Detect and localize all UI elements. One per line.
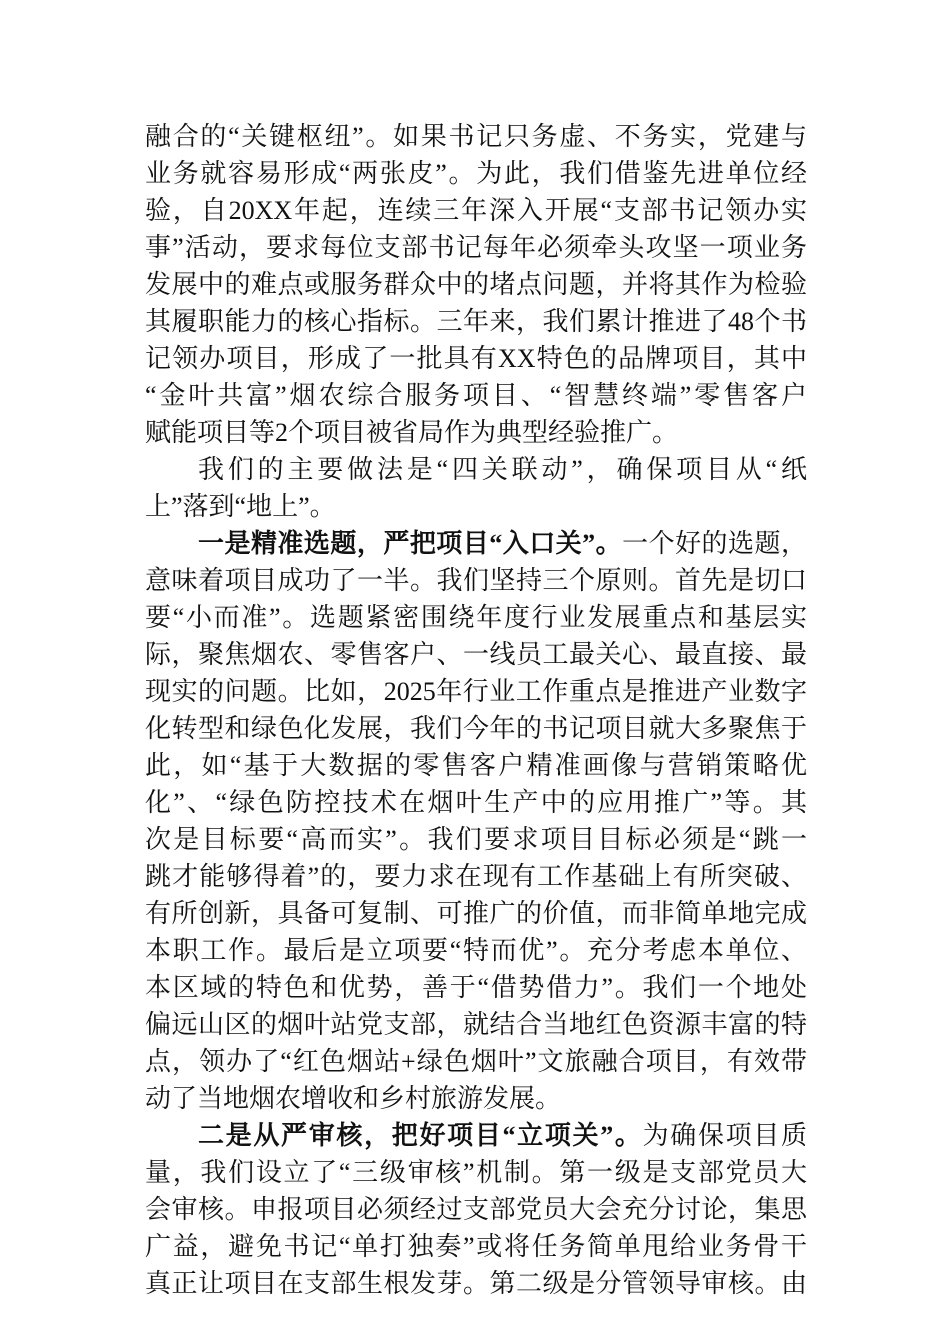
line-text: 际，聚焦烟农、零售客户、一线员工最关心、最直接、最 bbox=[145, 640, 807, 669]
line-text: 要“小而准”。选题紧密围绕年度行业发展重点和基层实 bbox=[145, 603, 807, 632]
line-text: 验，自20XX年起，连续三年深入开展“支部书记领办实 bbox=[145, 196, 807, 225]
line-text: 赋能项目等2个项目被省局作为典型经验推广。 bbox=[145, 418, 679, 447]
text-line bbox=[145, 1043, 807, 1080]
text-line bbox=[145, 1228, 807, 1265]
line-text: 意味着项目成功了一半。我们坚持三个原则。首先是切口 bbox=[145, 566, 807, 595]
text-line bbox=[145, 710, 807, 747]
line-text: 其履职能力的核心指标。三年来，我们累计推进了48个书 bbox=[145, 307, 807, 336]
line-text: 动了当地烟农增收和乡村旅游发展。 bbox=[145, 1084, 562, 1113]
line-text: 一个好的选题， bbox=[622, 529, 807, 558]
section-heading: 二是从严审核，把好项目“立项关”。 bbox=[198, 1121, 643, 1150]
text-line bbox=[145, 266, 807, 303]
text-line bbox=[145, 488, 807, 525]
text-line bbox=[145, 118, 807, 155]
line-text: 量，我们设立了“三级审核”机制。第一级是支部党员大 bbox=[145, 1158, 807, 1187]
line-text: 融合的“关键枢纽”。如果书记只务虚、不务实，党建与 bbox=[145, 122, 807, 151]
line-text: 次是目标要“高而实”。我们要求项目目标必须是“跳一 bbox=[145, 825, 807, 854]
text-line bbox=[145, 1191, 807, 1228]
line-text: 为确保项目质 bbox=[642, 1121, 807, 1150]
line-text: 事”活动，要求每位支部书记每年必须牵头攻坚一项业务 bbox=[145, 233, 807, 262]
line-text: 点，领办了“红色烟站+绿色烟叶”文旅融合项目，有效带 bbox=[145, 1047, 807, 1076]
text-line bbox=[145, 858, 807, 895]
line-text: 我们的主要做法是“四关联动”，确保项目从“纸 bbox=[198, 455, 807, 484]
line-text: 上”落到“地上”。 bbox=[145, 492, 336, 521]
text-line bbox=[145, 303, 807, 340]
line-text: 真正让项目在支部生根发芽。第二级是分管领导审核。由 bbox=[145, 1269, 807, 1298]
text-line bbox=[145, 377, 807, 414]
line-text: 此，如“基于大数据的零售客户精准画像与营销策略优 bbox=[145, 751, 807, 780]
line-text: 化”、“绿色防控技术在烟叶生产中的应用推广”等。其 bbox=[145, 788, 807, 817]
line-text: 本区域的特色和优势，善于“借势借力”。我们一个地处 bbox=[145, 973, 807, 1002]
text-line bbox=[145, 932, 807, 969]
section-heading: 一是精准选题，严把项目“入口关”。 bbox=[198, 529, 623, 558]
text-line bbox=[145, 1006, 807, 1043]
text-line bbox=[145, 1154, 807, 1191]
text-line bbox=[145, 747, 807, 784]
text-line bbox=[145, 821, 807, 858]
document-body bbox=[145, 118, 807, 1302]
text-line bbox=[145, 562, 807, 599]
text-line bbox=[145, 229, 807, 266]
line-text: 跳才能够得着”的，要力求在现有工作基础上有所突破、 bbox=[145, 862, 807, 891]
text-line bbox=[145, 1265, 807, 1302]
line-text: “金叶共富”烟农综合服务项目、“智慧终端”零售客户 bbox=[145, 381, 807, 410]
text-line bbox=[145, 784, 807, 821]
text-line bbox=[145, 192, 807, 229]
text-line bbox=[145, 1117, 807, 1154]
text-line bbox=[145, 673, 807, 710]
text-line bbox=[145, 340, 807, 377]
text-line bbox=[145, 525, 807, 562]
line-text: 发展中的难点或服务群众中的堵点问题，并将其作为检验 bbox=[145, 270, 807, 299]
line-text: 业务就容易形成“两张皮”。为此，我们借鉴先进单位经 bbox=[145, 159, 807, 188]
text-line bbox=[145, 599, 807, 636]
line-text: 现实的问题。比如，2025年行业工作重点是推进产业数字 bbox=[145, 677, 807, 706]
text-line bbox=[145, 155, 807, 192]
text-line bbox=[145, 451, 807, 488]
text-line bbox=[145, 895, 807, 932]
line-text: 会审核。申报项目必须经过支部党员大会充分讨论，集思 bbox=[145, 1195, 807, 1224]
line-text: 化转型和绿色化发展，我们今年的书记项目就大多聚焦于 bbox=[145, 714, 807, 743]
text-line bbox=[145, 636, 807, 673]
text-line bbox=[145, 414, 807, 451]
line-text: 记领办项目，形成了一批具有XX特色的品牌项目，其中 bbox=[145, 344, 807, 373]
text-line bbox=[145, 969, 807, 1006]
line-text: 有所创新，具备可复制、可推广的价值，而非简单地完成 bbox=[145, 899, 807, 928]
text-line bbox=[145, 1080, 807, 1117]
line-text: 本职工作。最后是立项要“特而优”。充分考虑本单位、 bbox=[145, 936, 807, 965]
line-text: 广益，避免书记“单打独奏”或将任务简单甩给业务骨干 bbox=[145, 1232, 807, 1261]
line-text: 偏远山区的烟叶站党支部，就结合当地红色资源丰富的特 bbox=[145, 1010, 807, 1039]
